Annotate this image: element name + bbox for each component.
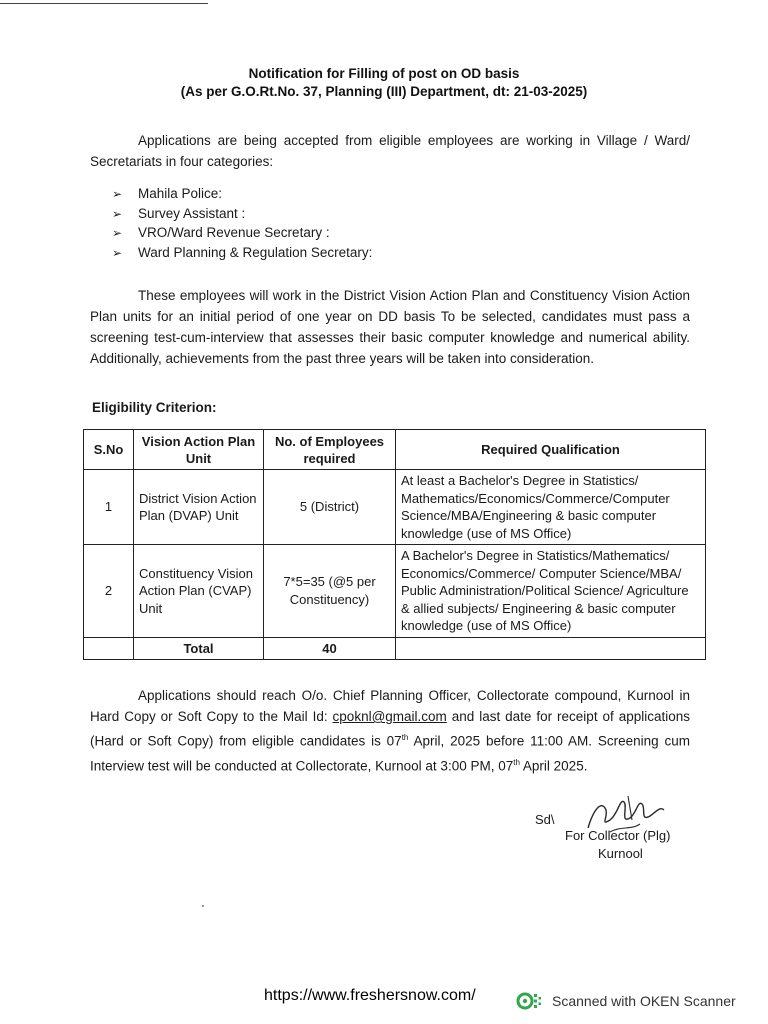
- cell-unit: District Vision Action Plan (DVAP) Unit: [134, 470, 264, 545]
- closing-text: and last date for receipt of applications (Hard or Soft Copy) from eligible candidates is 07: [90, 709, 690, 749]
- header-unit: Vision Action Plan Unit: [134, 430, 264, 470]
- list-item: [112, 243, 372, 263]
- closing-text: April 2025.: [519, 758, 588, 773]
- closing-text: April, 2025 before 11:00 AM. Screening cum Interview test will be conducted at Collectorate, Kurnool at 3:00 PM, 07: [90, 733, 690, 773]
- closing-text: Applications should reach O/o. Chief Planning Officer, Collectorate compound, Kurnool in Hard Copy or Soft Copy to the Mail Id:: [90, 688, 690, 724]
- cell-qualification: A Bachelor's Degree in Statistics/Mathematics/ Economics/Commerce/ Computer Science/MBA/ Public Administration/Political Science/ Agriculture & allied subjects/ Engineering & basic computer knowledge (use of MS Office): [396, 545, 706, 638]
- list-item: [112, 204, 372, 224]
- arrow-bullet-icon: ➢: [112, 187, 123, 201]
- scanner-label: Scanned with OKEN Scanner: [552, 993, 736, 1009]
- cell-total-label: Total: [134, 637, 264, 660]
- email-link[interactable]: cpoknl@gmail.com: [332, 709, 447, 724]
- category-label: Survey Assistant :: [138, 205, 246, 221]
- cell-empty: [396, 637, 706, 660]
- eligibility-table: [83, 429, 706, 660]
- closing-paragraph: [90, 685, 690, 776]
- top-rule: [0, 3, 208, 4]
- cell-sno: 2: [84, 545, 134, 638]
- header-sno: S.No: [84, 430, 134, 470]
- description-paragraph: These employees will work in the District Vision Action Plan and Constituency Vision Action Plan units for an initial period of one year on DD basis To be selected, candidates must pass a screening test-cum-interview that assesses their basic computer knowledge and numerical ability. Additionally, achievements from the past three years will be taken into consideration.: [90, 288, 690, 366]
- list-item: [112, 184, 372, 204]
- cell-qualification: At least a Bachelor's Degree in Statistics/ Mathematics/Economics/Commerce/Computer Science/MBA/Engineering & basic computer knowledge (use of MS Office): [396, 470, 706, 545]
- arrow-bullet-icon: ➢: [112, 206, 123, 221]
- intro-paragraph: Applications are being accepted from eligible employees are working in Village / Ward/ Secretariats in four categories:: [90, 133, 690, 169]
- cell-sno: 1: [84, 470, 134, 545]
- table-total-row: [84, 637, 706, 660]
- footer-url[interactable]: https://www.freshersnow.com/: [264, 987, 476, 1004]
- scan-speck: [202, 905, 204, 907]
- table-header-row: [84, 430, 706, 470]
- category-label: Mahila Police:: [138, 186, 223, 201]
- cell-total-value: 40: [264, 637, 396, 660]
- oken-scanner-logo-icon: [516, 990, 542, 1012]
- header-qualification: Required Qualification: [396, 430, 706, 470]
- table-row: [84, 470, 706, 545]
- header-employees: No. of Employees required: [264, 430, 396, 470]
- signatory-place: Kurnool: [598, 846, 643, 861]
- scanner-watermark: [516, 990, 736, 1012]
- table-row: [84, 545, 706, 638]
- notification-title: Notification for Filling of post on OD basis: [248, 66, 520, 81]
- list-item: [112, 223, 372, 243]
- sd-mark: Sd\: [535, 812, 555, 827]
- superscript: th: [513, 757, 520, 767]
- cell-unit: Constituency Vision Action Plan (CVAP) Unit: [134, 545, 264, 638]
- notification-subtitle: (As per G.O.Rt.No. 37, Planning (III) Department, dt: 21-03-2025): [180, 84, 588, 99]
- signatory-designation: For Collector (Plg): [565, 828, 671, 843]
- cell-employees: 5 (District): [264, 470, 396, 545]
- cell-empty: [84, 637, 134, 660]
- arrow-bullet-icon: ➢: [112, 226, 123, 240]
- category-label: Ward Planning & Regulation Secretary:: [138, 244, 373, 260]
- category-list: [112, 184, 372, 262]
- cell-employees: 7*5=35 (@5 per Constituency): [264, 545, 396, 638]
- category-label: VRO/Ward Revenue Secretary :: [138, 225, 330, 240]
- arrow-bullet-icon: ➢: [112, 245, 123, 260]
- eligibility-heading: Eligibility Criterion:: [92, 400, 217, 415]
- superscript: th: [401, 733, 409, 742]
